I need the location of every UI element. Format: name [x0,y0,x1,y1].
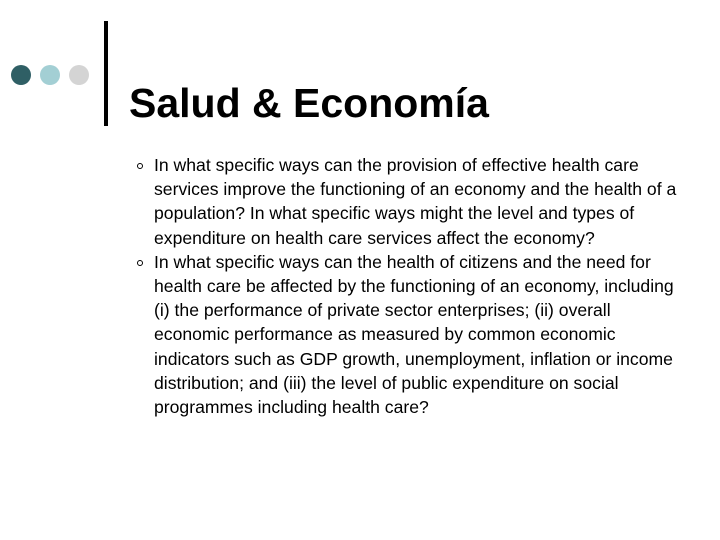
slide-title: Salud & Economía [129,80,489,127]
hollow-circle-bullet-icon [137,260,143,266]
title-divider-line [104,21,108,126]
hollow-circle-bullet-icon [137,163,143,169]
bullet-text: In what specific ways can the provision of effective health care services improve the functioning of an economy and the health of a population? In what specific ways might the level and types of expenditure on health care services affect the economy? [154,155,677,248]
bullet-item-1 [143,153,683,250]
bullet-list [143,153,683,419]
dark-teal-dot-decoration [11,65,31,85]
bullet-item-2 [143,250,683,419]
bullet-text: In what specific ways can the health of citizens and the need for health care be affected by the functioning of an economy, including (i) the performance of private sector enterprises; (ii) overall economic performance as measured by common economic indicators such as GDP growth, unemployment, inflation or income distribution; and (iii) the level of public expenditure on social programmes including health care? [154,251,674,418]
light-teal-dot-decoration [40,65,60,85]
gray-dot-decoration [69,65,89,85]
